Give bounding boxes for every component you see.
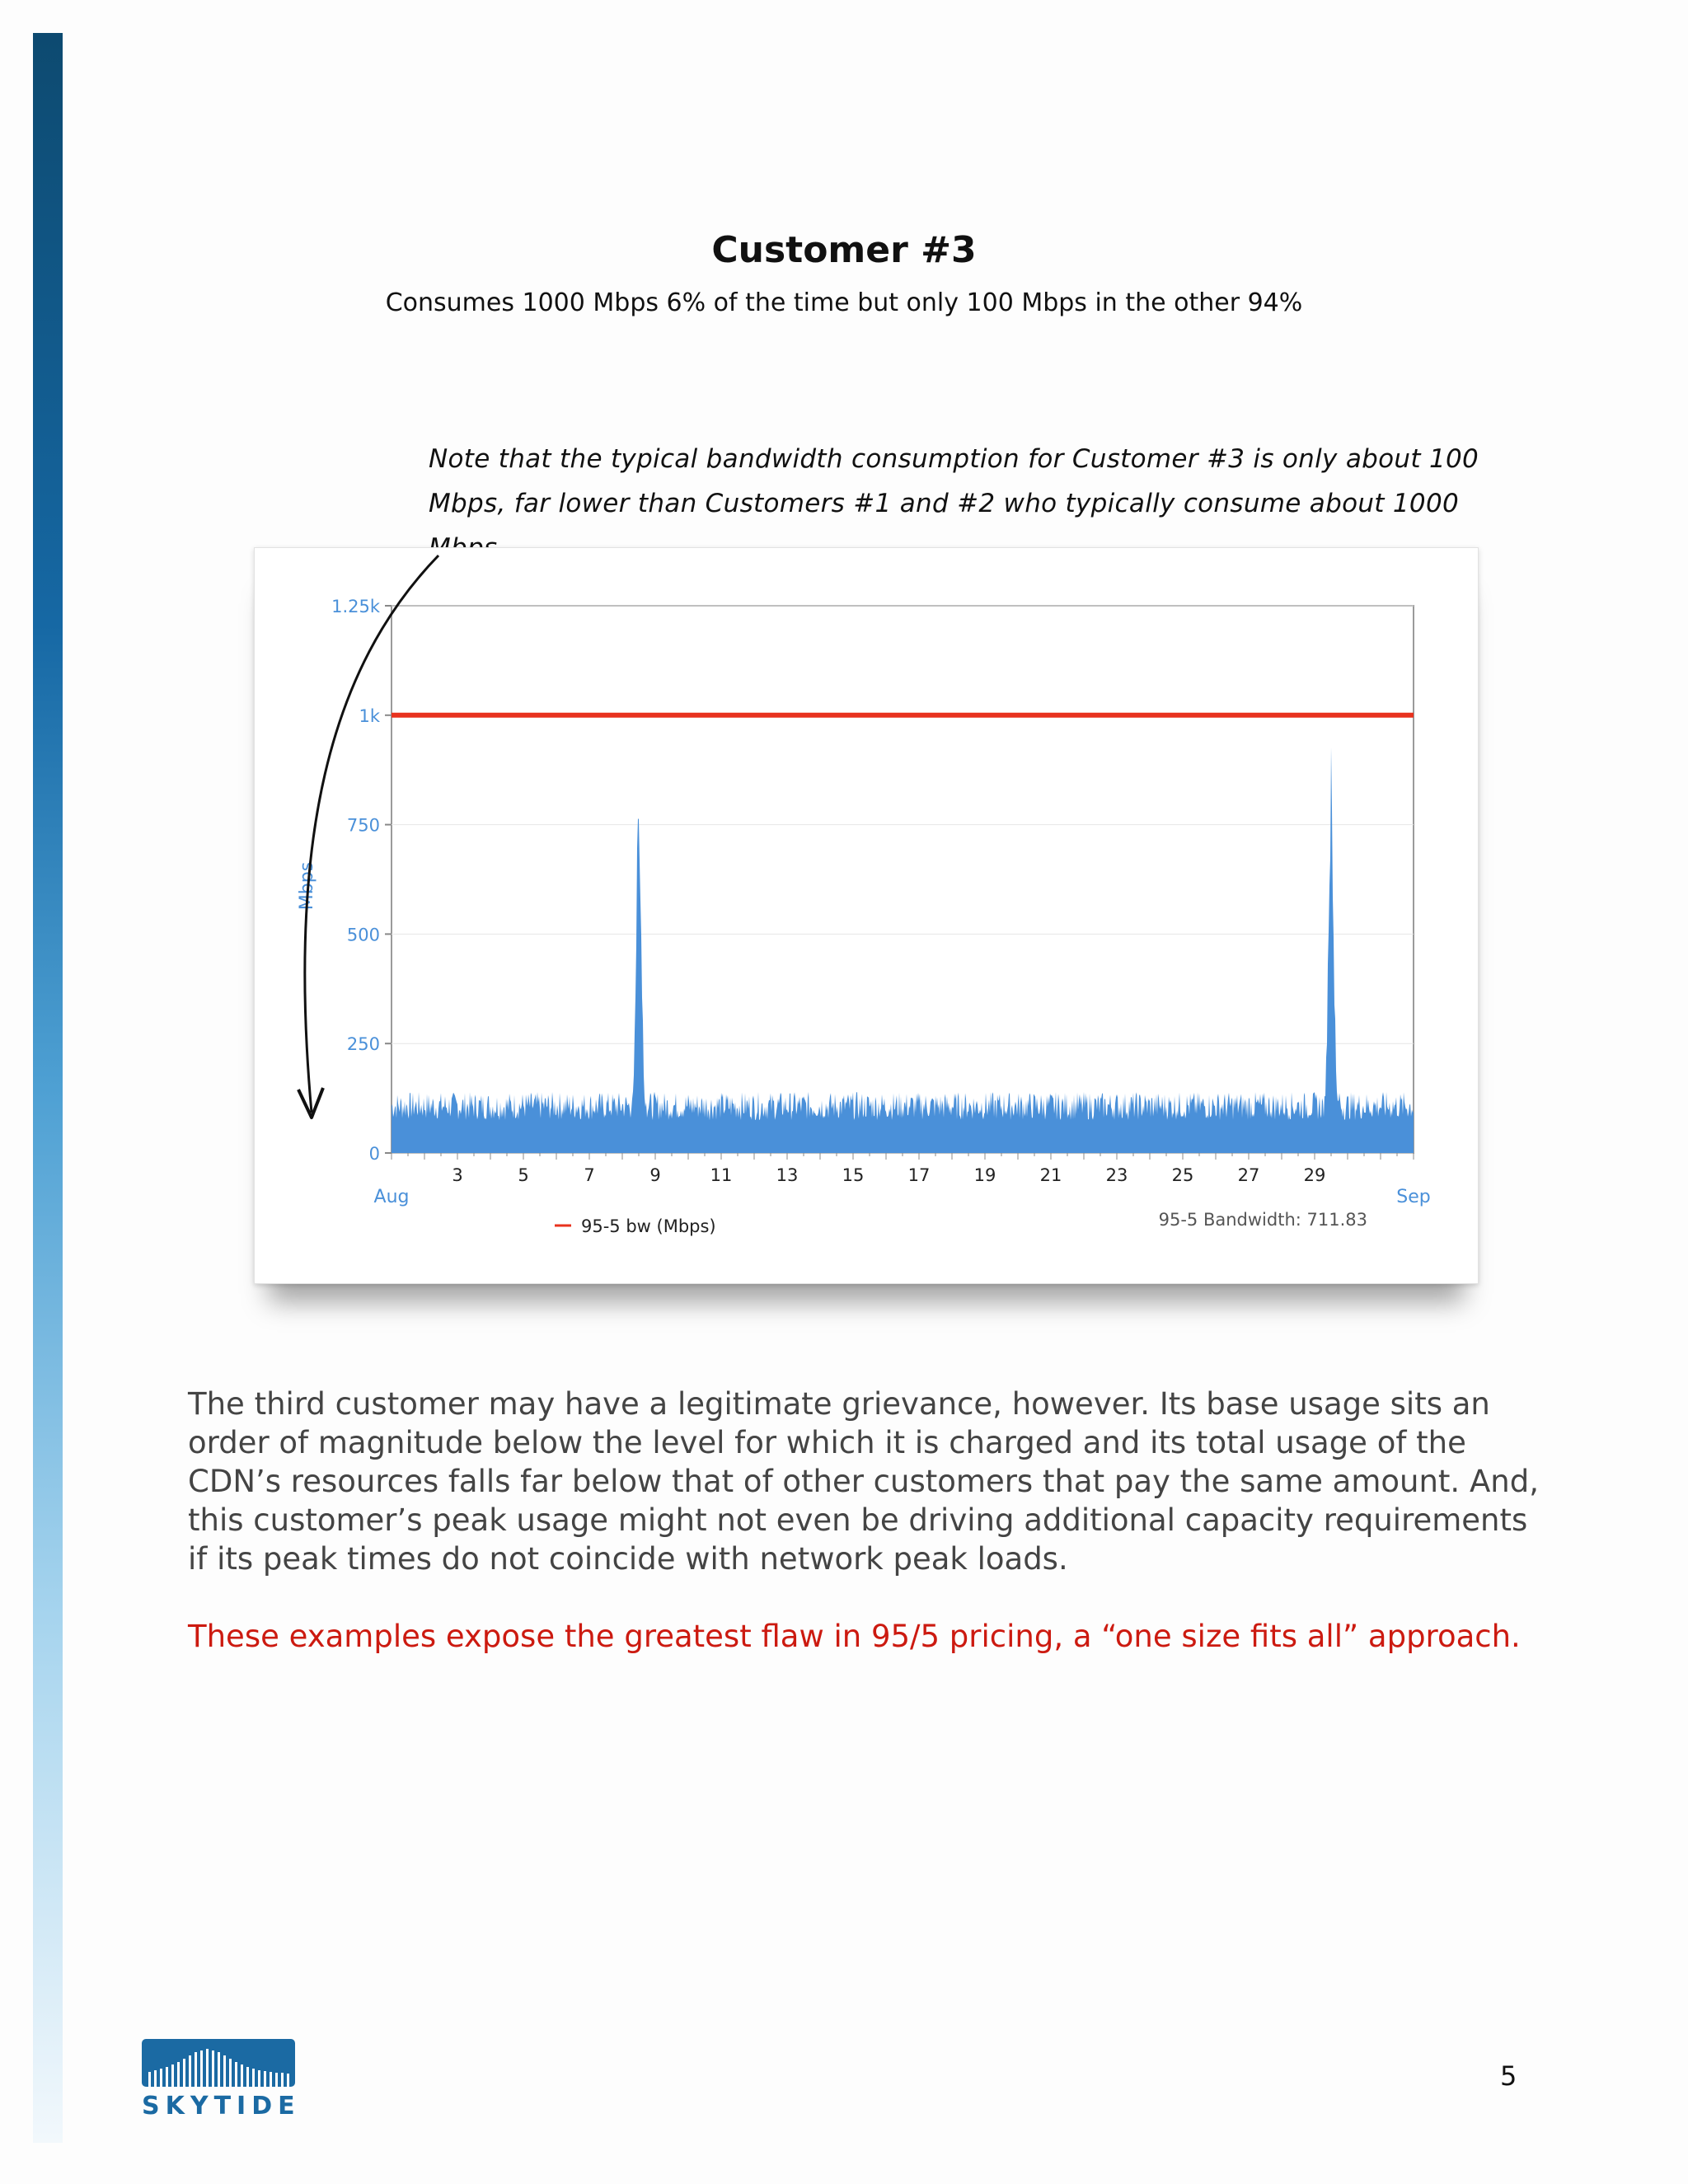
legend-label: 95-5 bw (Mbps)	[581, 1216, 716, 1236]
x-tick-label: 13	[776, 1165, 799, 1185]
x-tick-label: 15	[842, 1165, 865, 1185]
x-tick-label: 3	[452, 1165, 463, 1185]
plot-border	[392, 606, 1414, 1153]
y-tick-label: 1.25k	[331, 597, 380, 616]
summary-label: 95-5 Bandwidth: 711.83	[1158, 1210, 1367, 1230]
skytide-logo-text: SKYTIDE	[142, 2092, 301, 2121]
page-number: 5	[1500, 2060, 1517, 2092]
y-tick-label: 500	[346, 925, 380, 945]
x-tick-label: 17	[907, 1165, 931, 1185]
bandwidth-area	[392, 748, 1414, 1153]
x-tick-label: 27	[1237, 1165, 1260, 1185]
handwritten-note: Note that the typical bandwidth consumption for Customer #3 is only about 100 Mbps, far lower than Customers #1 and #2 who typically consume about 1000	[429, 444, 1479, 518]
y-tick-label: 750	[346, 815, 380, 836]
callout-text: These examples expose the greatest flaw in 95/5 pricing, a “one size fits all” approach.	[188, 1619, 1521, 1654]
x-tick-label: 21	[1039, 1165, 1062, 1185]
y-tick-label: 250	[346, 1034, 380, 1055]
x-end-label: Sep	[1396, 1187, 1431, 1207]
side-accent-bar	[33, 33, 63, 2143]
x-tick-label: 29	[1303, 1165, 1326, 1185]
annotation-arrow	[280, 544, 462, 1121]
y-tick-label: 1k	[359, 705, 380, 726]
page-subtitle: Consumes 1000 Mbps 6% of the time but only 100 Mbps in the other 94%	[385, 288, 1303, 317]
body-paragraph: The third customer may have a legitimate grievance, however. Its base usage sits an order of magnitude below the level for which it is charged and its total usage of the CDN’s resources falls far below that of other customers that pay the same amount. And, this customer’s peak usage might not even be driving additional capacity requirements if its peak times do not coincide with network peak loads.	[188, 1386, 1539, 1577]
x-tick-label: 7	[584, 1165, 595, 1185]
page-title: Customer #3	[711, 229, 977, 271]
x-tick-label: 9	[649, 1165, 661, 1185]
y-tick-label: 0	[368, 1144, 380, 1164]
x-tick-label: 11	[710, 1165, 733, 1185]
x-start-label: Aug	[373, 1187, 410, 1207]
x-tick-label: 19	[973, 1165, 996, 1185]
y-axis-label: Mbps	[297, 861, 317, 911]
x-tick-label: 23	[1105, 1165, 1128, 1185]
x-tick-label: 25	[1171, 1165, 1194, 1185]
x-tick-label: 5	[518, 1165, 529, 1185]
